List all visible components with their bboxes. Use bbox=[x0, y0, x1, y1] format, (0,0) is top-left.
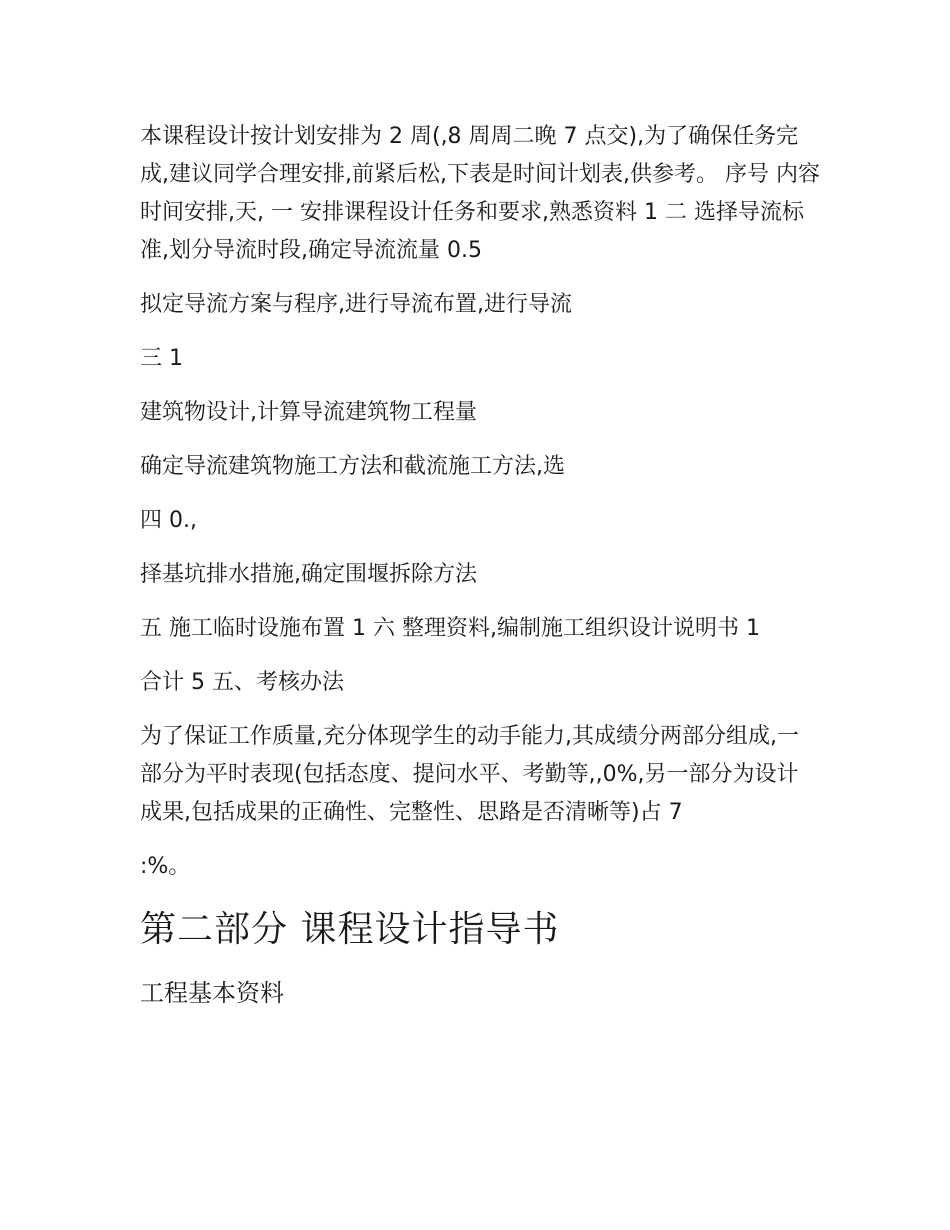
paragraph-percent: :%。 bbox=[140, 854, 191, 879]
section-heading: 第二部分 课程设计指导书 bbox=[140, 909, 560, 950]
paragraph-grading: 为了保证工作质量,充分体现学生的动手能力,其成绩分两部分组成,一部分为平时表现(包括态度、提问水平、考勤等,,0%,另一部分为设计成果,包括成果的正确性、完整性、思路是否清晰等)占 7 bbox=[140, 724, 799, 825]
paragraph-diversion-plan: 拟定导流方案与程序,进行导流布置,进行导流 bbox=[140, 292, 572, 317]
paragraph-rows-five-six: 五 施工临时设施布置 1 六 整理资料,编制施工组织设计说明书 1 bbox=[140, 616, 760, 641]
paragraph-drainage: 择基坑排水措施,确定围堰拆除方法 bbox=[140, 562, 477, 587]
document-page bbox=[140, 118, 820, 1012]
paragraph-row-four: 四 0., bbox=[140, 508, 197, 533]
paragraph-total-assessment: 合计 5 五、考核办法 bbox=[140, 670, 344, 695]
section-subheading: 工程基本资料 bbox=[140, 979, 284, 1007]
paragraph-construction-method: 确定导流建筑物施工方法和截流施工方法,选 bbox=[140, 454, 565, 479]
paragraph-row-three: 三 1 bbox=[140, 346, 183, 371]
paragraph-structure-design: 建筑物设计,计算导流建筑物工程量 bbox=[140, 400, 477, 425]
paragraph-schedule-intro: 本课程设计按计划安排为 2 周(,8 周周二晚 7 点交),为了确保任务完成,建议同学合理安排,前紧后松,下表是时间计划表,供参考。 序号 内容 时间安排,天, 一 安排课程设计任务和要求,熟悉资料 1 二 选择导流标准,划分导流时段,确定导流流量 0.5 bbox=[140, 124, 820, 263]
